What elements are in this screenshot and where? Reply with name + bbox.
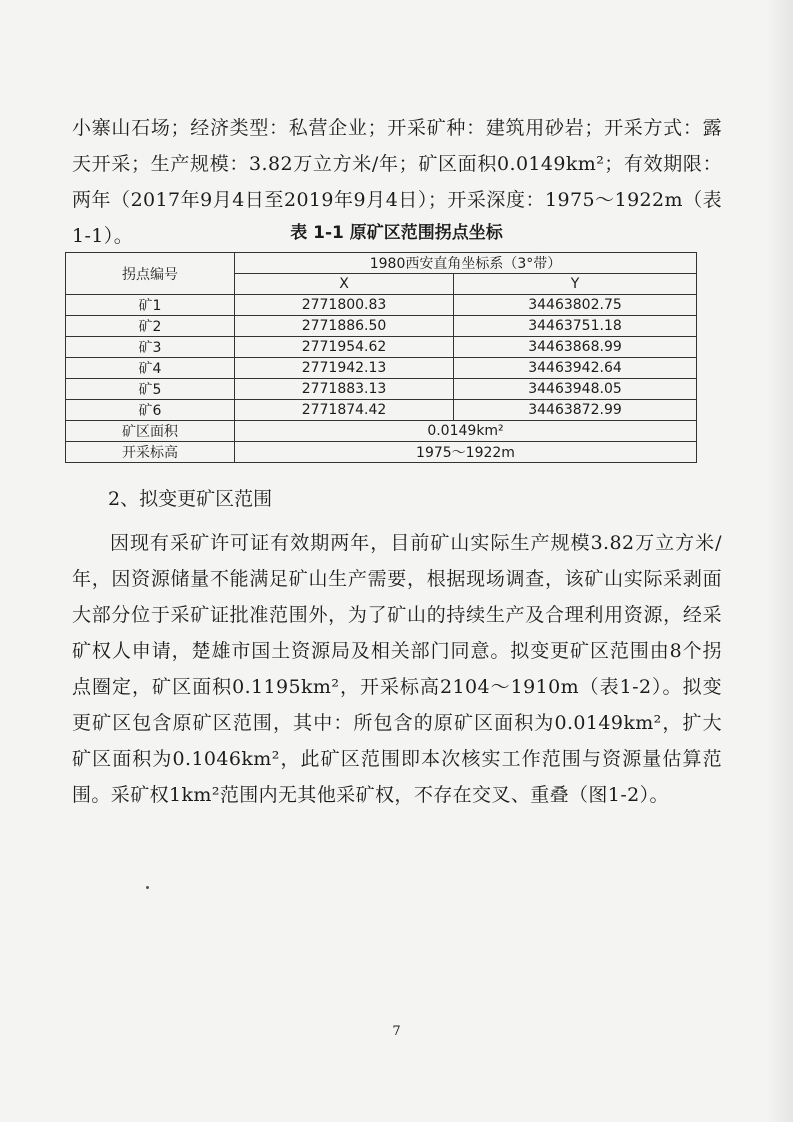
corner-header: 拐点编号 — [66, 253, 235, 295]
point-x: 2771886.50 — [235, 316, 454, 337]
coordinate-table — [65, 252, 697, 463]
elevation-row — [66, 442, 697, 463]
point-x: 2771954.62 — [235, 337, 454, 358]
table-header-row — [66, 253, 697, 274]
table-row — [66, 337, 697, 358]
table-row — [66, 358, 697, 379]
table-caption: 表 1-1 原矿区范围拐点坐标 — [290, 223, 503, 243]
point-y: 34463802.75 — [454, 295, 697, 316]
point-id: 矿1 — [66, 295, 235, 316]
point-x: 2771874.42 — [235, 400, 454, 421]
elevation-label: 开采标高 — [66, 442, 235, 463]
point-y: 34463942.64 — [454, 358, 697, 379]
point-x: 2771883.13 — [235, 379, 454, 400]
point-y: 34463868.99 — [454, 337, 697, 358]
area-label: 矿区面积 — [66, 421, 235, 442]
point-id: 矿3 — [66, 337, 235, 358]
elevation-value: 1975～1922m — [235, 442, 697, 463]
x-header: X — [235, 274, 454, 295]
section-heading: 2、拟变更矿区范围 — [108, 488, 273, 510]
point-x: 2771800.83 — [235, 295, 454, 316]
table-row — [66, 295, 697, 316]
point-y: 34463872.99 — [454, 400, 697, 421]
scan-speck — [146, 886, 149, 889]
point-id: 矿5 — [66, 379, 235, 400]
point-id: 矿6 — [66, 400, 235, 421]
table-row — [66, 316, 697, 337]
table-row — [66, 379, 697, 400]
point-x: 2771942.13 — [235, 358, 454, 379]
y-header: Y — [454, 274, 697, 295]
coordinate-system-header: 1980西安直角坐标系（3°带） — [235, 253, 697, 274]
area-row — [66, 421, 697, 442]
point-id: 矿4 — [66, 358, 235, 379]
page-number: 7 — [392, 1024, 401, 1039]
scan-edge-shadow — [765, 0, 793, 1122]
intro-paragraph: 小寨山石场；经济类型：私营企业；开采矿种：建筑用砂岩；开采方式：露天开采；生产规模：3.82万立方米/年；矿区面积0.0149km²；有效期限：两年（2017年9月4日至2019年9月4日）；开采深度：1975～1922m（表1-1）。 — [72, 117, 722, 247]
point-id: 矿2 — [66, 316, 235, 337]
area-value: 0.0149km² — [235, 421, 697, 442]
change-paragraph: 因现有采矿许可证有效期两年，目前矿山实际生产规模3.82万立方米/年，因资源储量不能满足矿山生产需要，根据现场调查，该矿山实际采剥面大部分位于采矿证批准范围外，为了矿山的持续生产及合理利用资源，经采矿权人申请，楚雄市国土资源局及相关部门同意。拟变更矿区范围由8个拐点圈定，矿区面积0.1195km²，开采标高2104～1910m（表1-2）。拟变更矿区包含原矿区范围，其中：所包含的原矿区面积为0.0149km²，扩大矿区面积为0.1046km²，此矿区范围即本次核实工作范围与资源量估算范围。采矿权1km²范围内无其他采矿权，不存在交叉、重叠（图1-2）。 — [72, 532, 722, 806]
point-y: 34463948.05 — [454, 379, 697, 400]
table-row — [66, 400, 697, 421]
point-y: 34463751.18 — [454, 316, 697, 337]
